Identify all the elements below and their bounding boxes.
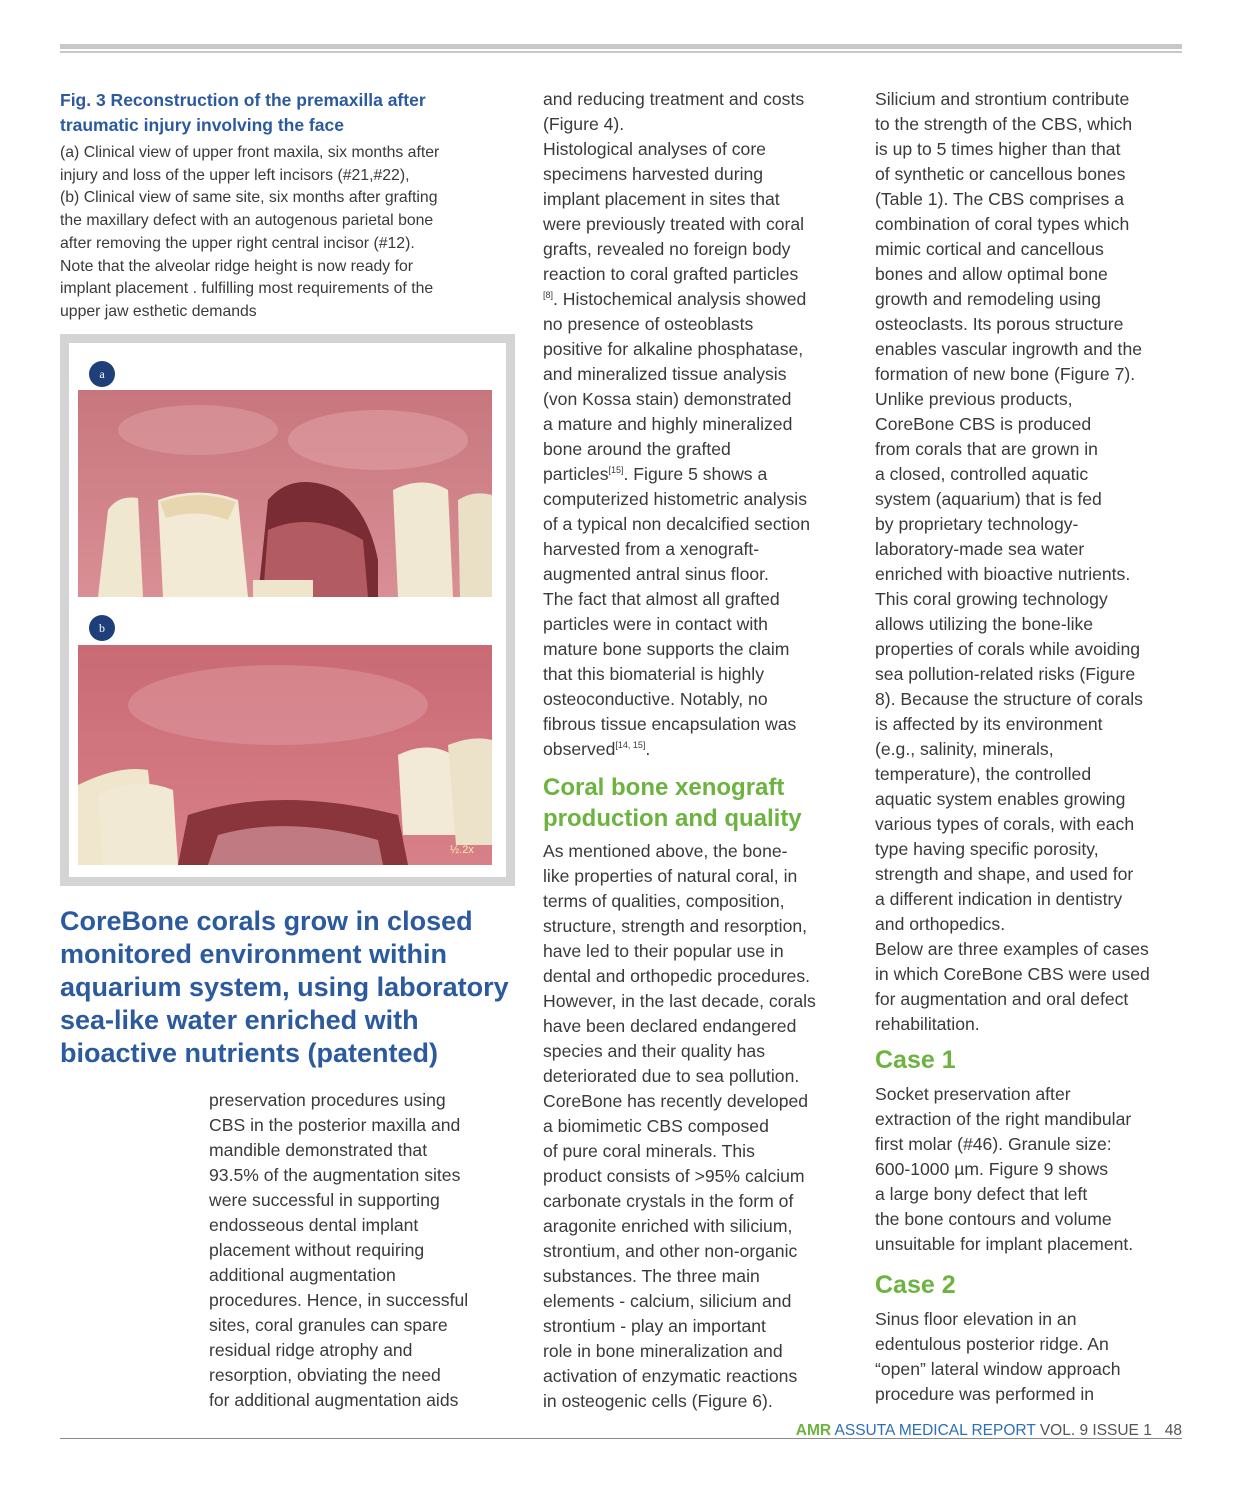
case-1-heading: Case 1	[875, 1046, 956, 1074]
top-rule	[60, 44, 1182, 49]
cbs-strength-paragraph: Silicium and strontium contribute to the strength of the CBS, which is up to 5 times higher than that of synthetic or cancellous bones (Table 1). The CBS comprises a combination of coral types which mimic cortical and cancellous bones and allow optimal bone growth and remodeling using osteoclasts. Its porous structure enables vascular ingrowth and the formation of new bone (Figure 7). Unlike previous products, CoreBone CBS is produced from corals that are grown in a closed, controlled aquatic system (aquarium) that is fed by proprietary technology- laboratory-made sea water enriched with bioactive nutrients. This coral growing technology allows utilizing the bone-like properties of corals while avoiding sea pollution-related risks (Figure 8). Because the structure of corals is affected by its environment (e.g., salinity, minerals, temperature), the controlled aquatic system enables growing various types of corals, with each type having specific porosity, strength and shape, and used for a different indication in dentistry and orthopedics. Below are three examples of cases in which CoreBone CBS were used for augmentation and oral defect rehabilitation.	[875, 89, 1150, 1034]
footer-issue: VOL. 9 ISSUE 1	[1039, 1422, 1152, 1439]
column-3-top-text	[875, 87, 1195, 1037]
footer	[796, 1422, 1182, 1440]
column-1-paragraph: preservation procedures using CBS in the posterior maxilla and mandible demonstrated that 93.5% of the augmentation sites were successful in supporting endosseous dental implant placement without requiring additional augmentation procedures. Hence, in successful sites, coral granules can spare residual ridge atrophy and resorption, obviating the need for additional augmentation aids	[209, 1090, 469, 1410]
case-1-text: Socket preservation after extraction of the right mandibular first molar (#46). Granule size: 600-1000 µm. Figure 9 shows a large bony defect that left the bone contours and volume unsuitable for implant placement.	[875, 1084, 1134, 1254]
citation-14-15: [14, 15]	[615, 740, 646, 751]
case-2-heading: Case 2	[875, 1271, 956, 1299]
histology-text-1: and reducing treatment and costs (Figure 4). Histological analyses of core specimens harvested during implant placement in sites that were previously treated with coral grafts, revealed no foreign body reaction to coral grafted particles	[543, 89, 805, 284]
histology-text-3: . Figure 5 shows a computerized histometric analysis of a typical non decalcified section harvested from a xenograft- augmented antral sinus floor. The fact that almost all grafted particles were in contact with mature bone supports the claim that this biomaterial is highly osteoconductive. Notably, no fibrous tissue encapsulation was observed	[543, 464, 810, 759]
histology-text-2: . Histochemical analysis showed no presence of osteoblasts positive for alkaline phosphatase, and mineralized tissue analysis (von Kossa stain) demonstrated a mature and highly mineralized bone around the grafted particles	[543, 289, 807, 484]
footer-publication: ASSUTA MEDICAL REPORT	[834, 1422, 1036, 1439]
label-a-badge: a	[89, 361, 115, 387]
figure-inner	[69, 343, 506, 877]
coral-production-paragraph: As mentioned above, the bone- like properties of natural coral, in terms of qualities, composition, structure, strength and resorption, have led to their popular use in dental and orthopedic procedures. However, in the last decade, corals have been declared endangered species and their quality has deteriorated due to sea pollution. CoreBone has recently developed a biomimetic CBS composed of pure coral minerals. This product consists of >95% calcium carbonate crystals in the form of aragonite enriched with silicium, strontium, and other non-organic substances. The three main elements - calcium, silicium and strontium - play an important role in bone mineralization and activation of enzymatic reactions in osteogenic cells (Figure 6).	[543, 841, 816, 1411]
label-b-badge: b	[89, 615, 115, 641]
column-2-bottom-text	[543, 839, 863, 1414]
figure-panel	[60, 334, 515, 886]
case-2-text: Sinus floor elevation in an edentulous posterior ridge. An “open” lateral window approach procedure was performed in	[875, 1309, 1121, 1404]
footer-amr: AMR	[795, 1422, 832, 1439]
page-number: 48	[1164, 1422, 1182, 1439]
column-1-bottom-text	[209, 1088, 514, 1413]
top-rule-thin	[60, 51, 1182, 53]
histology-paragraph	[543, 87, 863, 762]
section-heading-coral-bone: Coral bone xenograft production and quality	[543, 774, 802, 832]
clinical-photo-a	[78, 390, 492, 597]
case-1-text-block	[875, 1082, 1195, 1257]
citation-15: [15]	[608, 465, 624, 476]
citation-8: [8]	[543, 290, 554, 301]
figure-title: Fig. 3 Reconstruction of the premaxilla after traumatic injury involving the face	[60, 90, 426, 135]
clinical-photo-b	[78, 645, 492, 865]
histology-text-4: .	[645, 739, 651, 759]
case-2-text-block	[875, 1307, 1195, 1407]
column-2-top-text	[543, 87, 863, 762]
magnification-mark: ½.2x	[450, 844, 474, 856]
pull-quote: CoreBone corals grow in closed monitored environment within aquarium system, using laboratory sea-like water enriched with bioactive nutrients (patented)	[60, 906, 509, 1068]
figure-caption: (a) Clinical view of upper front maxila, six months after injury and loss of the upper left incisors (#21,#22), (b) Clinical view of same site, six months after grafting the maxillary defect with an autogenous parietal bone after removing the upper right central incisor (#12). Note that the alveolar ridge height is now ready for implant placement . fulfilling most requirements of the upper jaw esthetic demands	[60, 144, 440, 320]
